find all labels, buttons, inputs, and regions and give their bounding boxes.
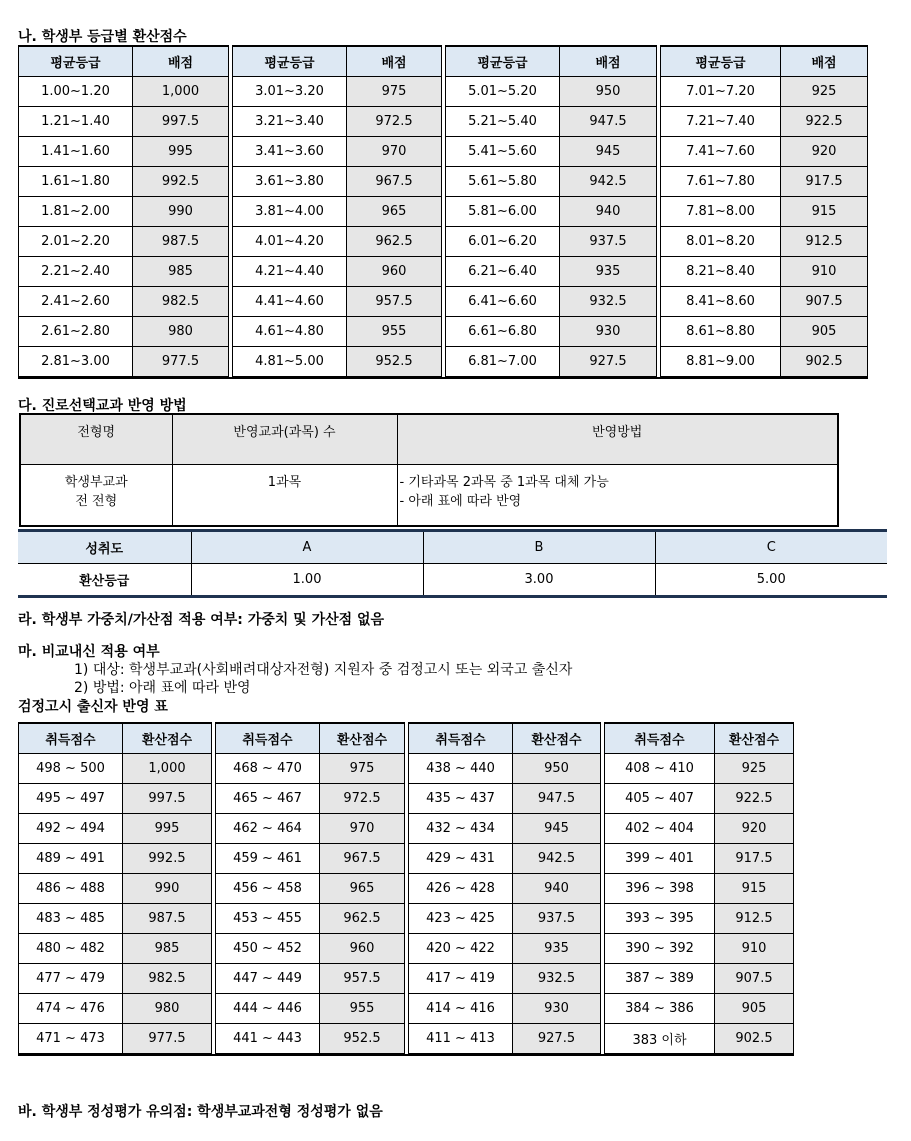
table-row [446, 227, 657, 257]
score-group [215, 722, 405, 1054]
range-cell: 2.81~3.00 [19, 347, 133, 377]
type-line2: 전 전형 [75, 493, 118, 509]
column-header: 취득점수 [409, 723, 513, 754]
range-cell: 2.61~2.80 [19, 317, 133, 347]
score-cell: 980 [123, 994, 212, 1024]
range-cell: 483 ~ 485 [19, 904, 123, 934]
range-cell: 468 ~ 470 [216, 754, 320, 784]
table-row [216, 1024, 405, 1054]
range-cell: 5.81~6.00 [446, 197, 560, 227]
range-cell: 399 ~ 401 [605, 844, 715, 874]
score-cell: 1,000 [133, 77, 229, 107]
range-cell: 495 ~ 497 [19, 784, 123, 814]
section-da-title: 다. 진로선택교과 반영 방법 [18, 398, 187, 414]
score-cell: 932.5 [513, 964, 601, 994]
range-cell: 7.81~8.00 [661, 197, 781, 227]
range-cell: 444 ~ 446 [216, 994, 320, 1024]
table-row [19, 197, 229, 227]
score-cell: 912.5 [715, 904, 794, 934]
ged-table-title: 검정고시 출신자 반영 표 [18, 699, 168, 715]
range-cell: 465 ~ 467 [216, 784, 320, 814]
range-cell: 408 ~ 410 [605, 754, 715, 784]
range-cell: 5.41~5.60 [446, 137, 560, 167]
table-row [216, 754, 405, 784]
range-cell: 3.21~3.40 [233, 107, 347, 137]
score-cell: 942.5 [560, 167, 657, 197]
header-type: 전형명 [20, 414, 172, 464]
score-cell: 987.5 [133, 227, 229, 257]
range-cell: 8.81~9.00 [661, 347, 781, 377]
table-row [233, 347, 442, 377]
score-cell: 975 [347, 77, 442, 107]
range-cell: 489 ~ 491 [19, 844, 123, 874]
score-cell: 917.5 [781, 167, 868, 197]
conv-b: 3.00 [423, 564, 655, 597]
table-row [19, 107, 229, 137]
table-row [233, 167, 442, 197]
score-cell: 910 [715, 934, 794, 964]
score-cell: 937.5 [513, 904, 601, 934]
range-cell: 8.41~8.60 [661, 287, 781, 317]
table-row [661, 167, 868, 197]
score-cell: 975 [320, 754, 405, 784]
range-cell: 4.41~4.60 [233, 287, 347, 317]
range-cell: 456 ~ 458 [216, 874, 320, 904]
table-row [19, 77, 229, 107]
column-header: 환산점수 [320, 723, 405, 754]
range-cell: 7.21~7.40 [661, 107, 781, 137]
range-cell: 6.61~6.80 [446, 317, 560, 347]
column-header: 환산점수 [513, 723, 601, 754]
score-cell: 997.5 [123, 784, 212, 814]
grade-score-table [18, 45, 868, 379]
table-row [661, 287, 868, 317]
header-count: 반영교과(과목) 수 [172, 414, 397, 464]
range-cell: 7.41~7.60 [661, 137, 781, 167]
score-group [232, 45, 442, 377]
table-row [19, 814, 212, 844]
range-cell: 447 ~ 449 [216, 964, 320, 994]
score-cell: 990 [123, 874, 212, 904]
score-cell: 945 [560, 137, 657, 167]
section-na-title: 나. 학생부 등급별 환산점수 [18, 26, 187, 48]
section-ra-title: 라. 학생부 가중치/가산점 적용 여부: 가중치 및 가산점 없음 [18, 612, 385, 628]
column-header: 취득점수 [19, 723, 123, 754]
table-row [409, 844, 601, 874]
score-cell: 980 [133, 317, 229, 347]
score-cell: 937.5 [560, 227, 657, 257]
table-row [409, 814, 601, 844]
score-cell: 907.5 [715, 964, 794, 994]
section-ba-title: 바. 학생부 정성평가 유의점: 학생부교과전형 정성평가 없음 [18, 1104, 383, 1120]
range-cell: 1.21~1.40 [19, 107, 133, 137]
table-row [605, 934, 794, 964]
range-cell: 426 ~ 428 [409, 874, 513, 904]
range-cell: 462 ~ 464 [216, 814, 320, 844]
score-cell: 925 [715, 754, 794, 784]
table-row [446, 347, 657, 377]
range-cell: 3.61~3.80 [233, 167, 347, 197]
score-group [604, 722, 794, 1054]
range-cell: 4.21~4.40 [233, 257, 347, 287]
conv-label: 환산등급 [18, 564, 191, 597]
range-cell: 4.81~5.00 [233, 347, 347, 377]
range-cell: 393 ~ 395 [605, 904, 715, 934]
score-cell: 992.5 [123, 844, 212, 874]
table-row [409, 784, 601, 814]
range-cell: 417 ~ 419 [409, 964, 513, 994]
table-row [605, 784, 794, 814]
score-cell: 945 [513, 814, 601, 844]
score-cell: 905 [781, 317, 868, 347]
range-cell: 8.61~8.80 [661, 317, 781, 347]
range-cell: 4.61~4.80 [233, 317, 347, 347]
table-row [661, 227, 868, 257]
table-row [233, 257, 442, 287]
score-cell: 915 [781, 197, 868, 227]
range-cell: 2.01~2.20 [19, 227, 133, 257]
score-cell: 910 [781, 257, 868, 287]
range-cell: 5.21~5.40 [446, 107, 560, 137]
table-row [409, 964, 601, 994]
table-row [19, 347, 229, 377]
table-row [216, 934, 405, 964]
score-cell: 902.5 [715, 1024, 794, 1054]
score-cell: 920 [781, 137, 868, 167]
range-cell: 8.21~8.40 [661, 257, 781, 287]
range-cell: 414 ~ 416 [409, 994, 513, 1024]
range-cell: 450 ~ 452 [216, 934, 320, 964]
range-cell: 1.41~1.60 [19, 137, 133, 167]
score-cell: 985 [123, 934, 212, 964]
career-subject-table [19, 413, 839, 527]
range-cell: 492 ~ 494 [19, 814, 123, 844]
score-cell: 985 [133, 257, 229, 287]
score-cell: 912.5 [781, 227, 868, 257]
score-cell: 965 [320, 874, 405, 904]
table-row [446, 257, 657, 287]
range-cell: 402 ~ 404 [605, 814, 715, 844]
range-cell: 405 ~ 407 [605, 784, 715, 814]
column-header: 평균등급 [661, 46, 781, 77]
score-cell: 957.5 [347, 287, 442, 317]
column-header: 환산점수 [123, 723, 212, 754]
score-cell: 952.5 [347, 347, 442, 377]
score-cell: 935 [513, 934, 601, 964]
column-header: 환산점수 [715, 723, 794, 754]
score-cell: 995 [133, 137, 229, 167]
range-cell: 3.81~4.00 [233, 197, 347, 227]
range-cell: 5.01~5.20 [446, 77, 560, 107]
table-row [605, 844, 794, 874]
grade-b: B [423, 531, 655, 564]
score-cell: 947.5 [560, 107, 657, 137]
score-cell: 930 [513, 994, 601, 1024]
method-line1: - 기타과목 2과목 중 1과목 대체 가능 [399, 474, 609, 490]
table-row [446, 107, 657, 137]
score-cell: 935 [560, 257, 657, 287]
method-line2: - 아래 표에 따라 반영 [399, 493, 522, 509]
table-row [233, 287, 442, 317]
score-cell: 1,000 [123, 754, 212, 784]
score-cell: 920 [715, 814, 794, 844]
score-cell: 995 [123, 814, 212, 844]
conv-c: 5.00 [655, 564, 887, 597]
column-header: 평균등급 [233, 46, 347, 77]
table-row [19, 1024, 212, 1054]
table-row [216, 904, 405, 934]
table-row [216, 994, 405, 1024]
table-row [605, 814, 794, 844]
range-cell: 429 ~ 431 [409, 844, 513, 874]
range-cell: 390 ~ 392 [605, 934, 715, 964]
table-row [233, 317, 442, 347]
table-row [446, 167, 657, 197]
range-cell: 480 ~ 482 [19, 934, 123, 964]
range-cell: 435 ~ 437 [409, 784, 513, 814]
score-cell: 927.5 [513, 1024, 601, 1054]
score-cell: 915 [715, 874, 794, 904]
table-row [409, 874, 601, 904]
range-cell: 1.00~1.20 [19, 77, 133, 107]
table-row [605, 964, 794, 994]
range-cell: 383 이하 [605, 1024, 715, 1054]
table-row [446, 197, 657, 227]
score-cell: 970 [347, 137, 442, 167]
table-row [605, 754, 794, 784]
table-row [446, 137, 657, 167]
score-cell: 997.5 [133, 107, 229, 137]
ma-item1: 1) 대상: 학생부교과(사회배려대상자전형) 지원자 중 검정고시 또는 외국고 출신자 [74, 662, 573, 678]
range-cell: 1.61~1.80 [19, 167, 133, 197]
table-row [409, 934, 601, 964]
range-cell: 6.21~6.40 [446, 257, 560, 287]
score-cell: 907.5 [781, 287, 868, 317]
score-cell: 950 [513, 754, 601, 784]
achievement-label: 성취도 [18, 531, 191, 564]
range-cell: 7.61~7.80 [661, 167, 781, 197]
range-cell: 384 ~ 386 [605, 994, 715, 1024]
score-cell: 932.5 [560, 287, 657, 317]
table-row [409, 904, 601, 934]
range-cell: 411 ~ 413 [409, 1024, 513, 1054]
score-cell: 942.5 [513, 844, 601, 874]
table-row [605, 904, 794, 934]
table-row [605, 1024, 794, 1054]
table-row [19, 317, 229, 347]
score-cell: 922.5 [781, 107, 868, 137]
table-row [661, 107, 868, 137]
score-group [18, 722, 212, 1054]
table-row [446, 77, 657, 107]
range-cell: 6.81~7.00 [446, 347, 560, 377]
range-cell: 477 ~ 479 [19, 964, 123, 994]
table-row [446, 287, 657, 317]
achievement-table [18, 529, 887, 598]
conv-a: 1.00 [191, 564, 423, 597]
range-cell: 420 ~ 422 [409, 934, 513, 964]
score-cell: 977.5 [123, 1024, 212, 1054]
score-cell: 960 [320, 934, 405, 964]
score-cell: 925 [781, 77, 868, 107]
range-cell: 441 ~ 443 [216, 1024, 320, 1054]
score-cell: 962.5 [320, 904, 405, 934]
table-row [661, 317, 868, 347]
table-row [19, 964, 212, 994]
score-cell: 922.5 [715, 784, 794, 814]
score-cell: 990 [133, 197, 229, 227]
range-cell: 6.41~6.60 [446, 287, 560, 317]
score-cell: 970 [320, 814, 405, 844]
column-header: 취득점수 [605, 723, 715, 754]
table-row [233, 77, 442, 107]
range-cell: 3.41~3.60 [233, 137, 347, 167]
table-row [19, 287, 229, 317]
column-header: 배점 [560, 46, 657, 77]
type-line1: 학생부교과 [64, 474, 128, 490]
range-cell: 474 ~ 476 [19, 994, 123, 1024]
section-ma-title: 마. 비교내신 적용 여부 [18, 644, 160, 660]
range-cell: 471 ~ 473 [19, 1024, 123, 1054]
score-group [18, 45, 229, 377]
table-row [661, 77, 868, 107]
range-cell: 387 ~ 389 [605, 964, 715, 994]
score-cell: 982.5 [133, 287, 229, 317]
ged-score-table [18, 722, 794, 1056]
table-row [605, 874, 794, 904]
table-row [216, 814, 405, 844]
score-cell: 917.5 [715, 844, 794, 874]
table-row [661, 137, 868, 167]
range-cell: 498 ~ 500 [19, 754, 123, 784]
range-cell: 5.61~5.80 [446, 167, 560, 197]
table-row [661, 197, 868, 227]
table-row [19, 874, 212, 904]
table-row [216, 964, 405, 994]
table-row [233, 197, 442, 227]
table-row [216, 844, 405, 874]
range-cell: 396 ~ 398 [605, 874, 715, 904]
score-cell: 927.5 [560, 347, 657, 377]
ma-item2: 2) 방법: 아래 표에 따라 반영 [74, 680, 251, 696]
score-cell: 902.5 [781, 347, 868, 377]
table-row [19, 904, 212, 934]
table-row [19, 994, 212, 1024]
score-cell: 950 [560, 77, 657, 107]
table-row [233, 137, 442, 167]
range-cell: 1.81~2.00 [19, 197, 133, 227]
table-row [446, 317, 657, 347]
range-cell: 432 ~ 434 [409, 814, 513, 844]
column-header: 배점 [347, 46, 442, 77]
table-row [233, 227, 442, 257]
score-cell: 967.5 [347, 167, 442, 197]
count-cell: 1과목 [172, 464, 397, 526]
range-cell: 8.01~8.20 [661, 227, 781, 257]
table-row [409, 994, 601, 1024]
score-cell: 962.5 [347, 227, 442, 257]
score-cell: 957.5 [320, 964, 405, 994]
table-row [19, 167, 229, 197]
table-row [409, 1024, 601, 1054]
score-cell: 955 [320, 994, 405, 1024]
score-cell: 965 [347, 197, 442, 227]
table-row [19, 227, 229, 257]
table-row [661, 347, 868, 377]
score-cell: 982.5 [123, 964, 212, 994]
score-cell: 930 [560, 317, 657, 347]
table-row [661, 257, 868, 287]
range-cell: 423 ~ 425 [409, 904, 513, 934]
column-header: 평균등급 [19, 46, 133, 77]
table-row [19, 257, 229, 287]
table-row [19, 137, 229, 167]
score-cell: 940 [513, 874, 601, 904]
table-row [409, 754, 601, 784]
score-cell: 952.5 [320, 1024, 405, 1054]
score-group [408, 722, 601, 1054]
range-cell: 2.41~2.60 [19, 287, 133, 317]
column-header: 배점 [133, 46, 229, 77]
table-row [19, 754, 212, 784]
score-cell: 905 [715, 994, 794, 1024]
method-cell [397, 464, 838, 526]
header-method: 반영방법 [397, 414, 838, 464]
score-cell: 947.5 [513, 784, 601, 814]
score-group [445, 45, 657, 377]
table-row [19, 784, 212, 814]
range-cell: 3.01~3.20 [233, 77, 347, 107]
score-cell: 967.5 [320, 844, 405, 874]
table-row [605, 994, 794, 1024]
score-cell: 992.5 [133, 167, 229, 197]
table-row [19, 844, 212, 874]
column-header: 취득점수 [216, 723, 320, 754]
range-cell: 4.01~4.20 [233, 227, 347, 257]
score-group [660, 45, 868, 377]
score-cell: 987.5 [123, 904, 212, 934]
type-cell [20, 464, 172, 526]
range-cell: 453 ~ 455 [216, 904, 320, 934]
table-row [233, 107, 442, 137]
score-cell: 977.5 [133, 347, 229, 377]
grade-a: A [191, 531, 423, 564]
range-cell: 2.21~2.40 [19, 257, 133, 287]
score-cell: 972.5 [320, 784, 405, 814]
range-cell: 7.01~7.20 [661, 77, 781, 107]
score-cell: 972.5 [347, 107, 442, 137]
range-cell: 486 ~ 488 [19, 874, 123, 904]
table-row [216, 784, 405, 814]
grade-c: C [655, 531, 887, 564]
table-row [216, 874, 405, 904]
score-cell: 940 [560, 197, 657, 227]
range-cell: 438 ~ 440 [409, 754, 513, 784]
table-row [19, 934, 212, 964]
column-header: 평균등급 [446, 46, 560, 77]
range-cell: 459 ~ 461 [216, 844, 320, 874]
range-cell: 6.01~6.20 [446, 227, 560, 257]
score-cell: 960 [347, 257, 442, 287]
score-cell: 955 [347, 317, 442, 347]
column-header: 배점 [781, 46, 868, 77]
